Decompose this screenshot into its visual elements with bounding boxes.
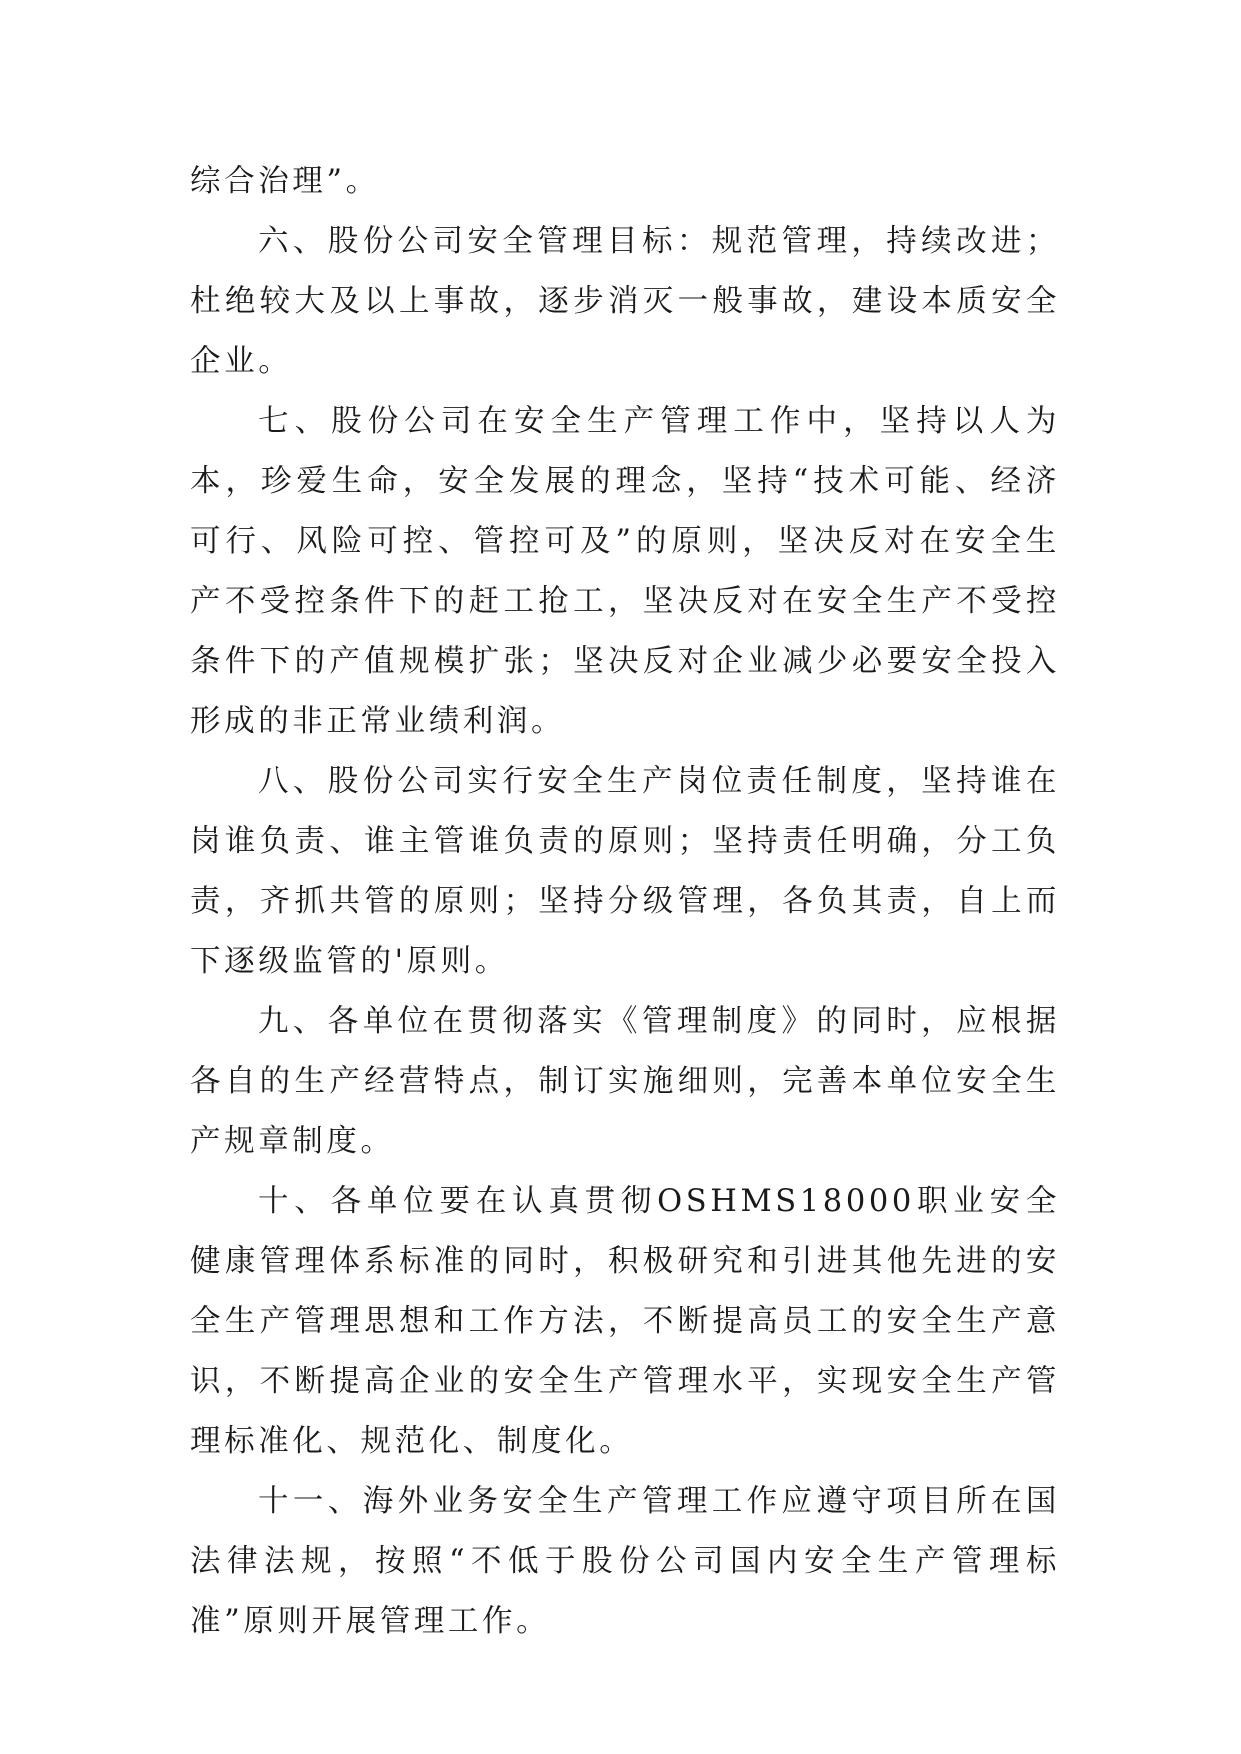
paragraph-article-11: 十一、海外业务安全生产管理工作应遵守项目所在国法律法规，按照“不低于股份公司国内安全生产管理标准”原则开展管理工作。 (190, 1484, 1060, 1639)
paragraph-article-10: 十、各单位要在认真贯彻OSHMS18000职业安全健康管理体系标准的同时，积极研究和引进其他先进的安全生产管理思想和工作方法，不断提高员工的安全生产意识，不断提高企业的安全生产管理水平，实现安全生产管理标准化、规范化、制度化。 (190, 1184, 1060, 1459)
paragraph-article-9: 九、各单位在贯彻落实《管理制度》的同时，应根据各自的生产经营特点，制订实施细则，完善本单位安全生产规章制度。 (190, 1004, 1060, 1159)
paragraph-article-7: 七、股份公司在安全生产管理工作中，坚持以人为本，珍爱生命，安全发展的理念，坚持“技术可能、经济可行、风险可控、管控可及”的原则，坚决反对在安全生产不受控条件下的赶工抢工，坚决反对在安全生产不受控条件下的产值规模扩张；坚决反对企业减少必要安全投入形成的非正常业绩利润。 (190, 404, 1060, 739)
paragraph-continuation: 综合治理”。 (190, 164, 380, 199)
document-body (190, 152, 1060, 1652)
paragraph-article-6: 六、股份公司安全管理目标：规范管理，持续改进；杜绝较大及以上事故，逐步消灭一般事故，建设本质安全企业。 (190, 224, 1060, 379)
paragraph-article-8: 八、股份公司实行安全生产岗位责任制度，坚持谁在岗谁负责、谁主管谁负责的原则；坚持责任明确，分工负责，齐抓共管的原则；坚持分级管理，各负其责，自上而下逐级监管的'原则。 (190, 764, 1060, 979)
